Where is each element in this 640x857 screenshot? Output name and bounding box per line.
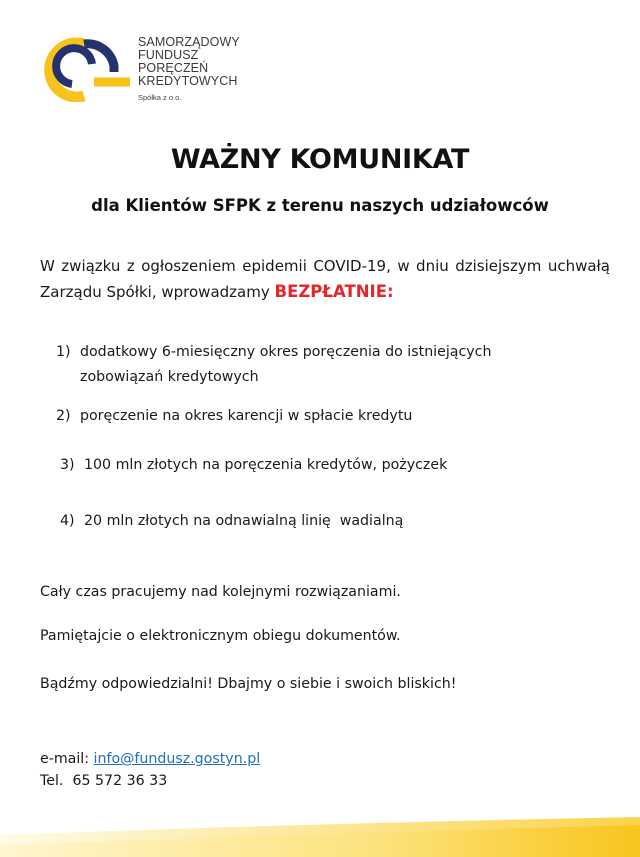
footer-swoosh-icon xyxy=(0,815,640,857)
paragraph-2: Pamiętajcie o elektronicznym obiegu dokumentów. xyxy=(40,628,401,644)
item-number: 3) xyxy=(60,457,75,473)
intro-highlight: BEZPŁATNIE: xyxy=(274,282,394,301)
item-number: 2) xyxy=(56,408,71,424)
company-line-3: PORĘCZEŃ xyxy=(138,61,209,75)
contact-phone xyxy=(40,773,167,789)
list-item-1 xyxy=(56,340,491,390)
list-item-4 xyxy=(60,509,403,534)
intro-text: W związku z ogłoszeniem epidemii COVID-19, w dniu dzisiejszym uchwałą Zarządu Spółki, wprowadzamy xyxy=(40,257,610,301)
item-text: dodatkowy 6-miesięczny okres poręczenia do istniejących xyxy=(80,344,492,360)
company-line-2: FUNDUSZ xyxy=(138,48,199,62)
item-number: 1) xyxy=(56,344,71,360)
item-text: poręczenie na okres karencji w spłacie kredytu xyxy=(80,408,413,424)
company-name xyxy=(138,36,240,102)
sfpk-logo-icon xyxy=(30,36,134,102)
paragraph-3: Bądźmy odpowiedzialni! Dbajmy o siebie i swoich bliskich! xyxy=(40,676,457,692)
company-line-4: KREDYTOWYCH xyxy=(138,74,238,88)
list-item-2 xyxy=(56,404,412,429)
page-subtitle: dla Klientów SFPK z terenu naszych udziałowców xyxy=(91,196,549,215)
paragraph-1: Cały czas pracujemy nad kolejnymi rozwiązaniami. xyxy=(40,584,401,600)
tel-number: 65 572 36 33 xyxy=(72,773,168,789)
item-text: 100 mln złotych na poręczenia kredytów, pożyczek xyxy=(84,457,448,473)
company-sub: Spółka z o.o. xyxy=(138,93,182,102)
item-text: 20 mln złotych na odnawialną linię wadialną xyxy=(84,513,404,529)
contact-email xyxy=(40,751,260,767)
intro-paragraph xyxy=(40,253,610,305)
item-text-cont: zobowiązań kredytowych xyxy=(80,369,259,385)
email-label: e-mail: xyxy=(40,751,90,767)
email-link[interactable]: info@fundusz.gostyn.pl xyxy=(93,751,261,767)
item-number: 4) xyxy=(60,513,75,529)
tel-label: Tel. xyxy=(40,773,64,789)
company-line-1: SAMORZĄDOWY xyxy=(138,35,240,49)
page-title: WAŻNY KOMUNIKAT xyxy=(170,144,470,175)
list-item-3 xyxy=(60,453,447,478)
